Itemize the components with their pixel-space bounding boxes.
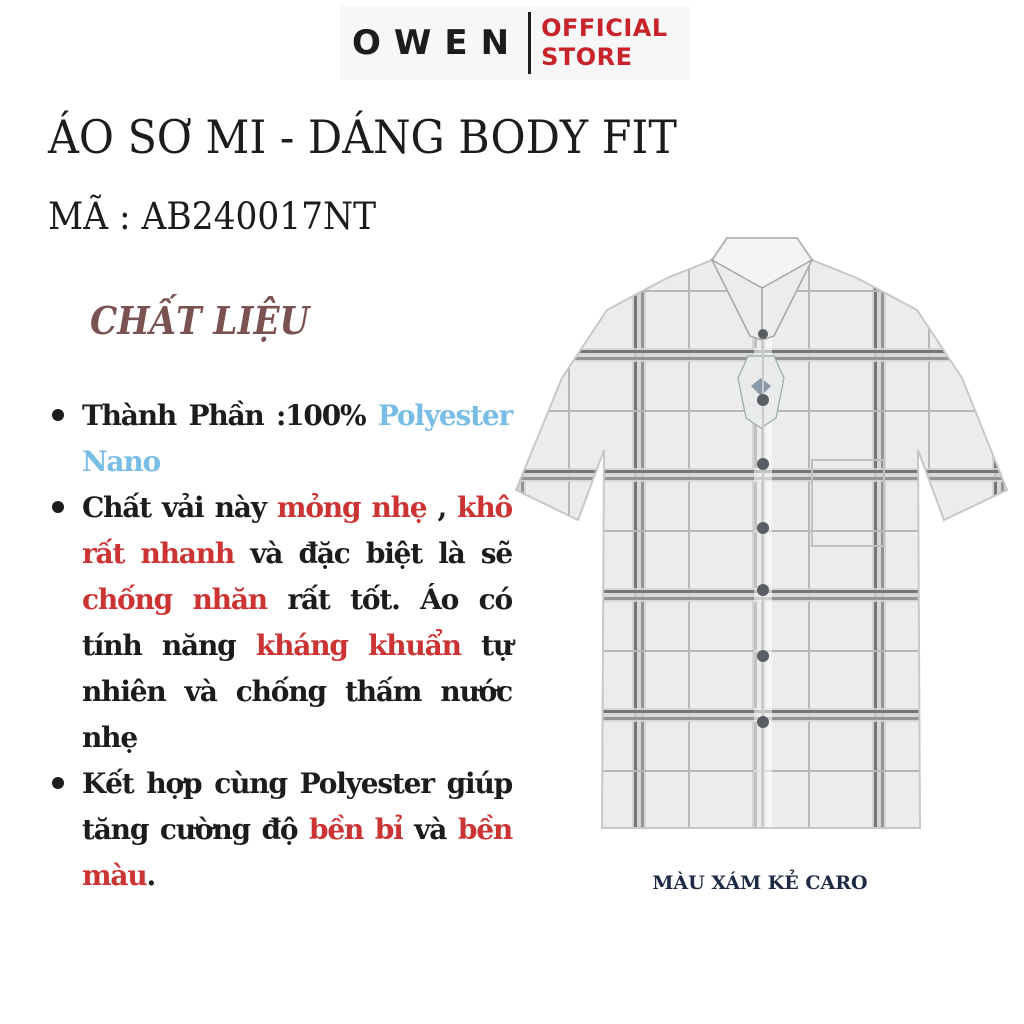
bullet-dot-icon bbox=[52, 777, 64, 789]
official-label: OFFICIAL bbox=[541, 14, 668, 42]
durability-text: và bbox=[402, 813, 458, 846]
store-label: STORE bbox=[541, 43, 633, 71]
brand-logo bbox=[340, 6, 690, 80]
material-bullet-durability bbox=[48, 761, 512, 899]
feature-highlight-quick-dry: khô rất nhanh bbox=[82, 491, 512, 570]
material-bullet-features bbox=[48, 485, 512, 761]
brand-wordmark: OWEN bbox=[352, 23, 523, 63]
logo-divider bbox=[528, 12, 531, 74]
feature-text: , bbox=[426, 491, 458, 524]
color-caption: MÀU XÁM KẺ CARO bbox=[652, 872, 868, 894]
material-bullet-composition bbox=[48, 393, 512, 485]
bullet-dot-icon bbox=[52, 409, 64, 421]
material-list bbox=[48, 393, 512, 899]
official-store-label bbox=[541, 14, 668, 72]
product-code: MÃ : AB240017NT bbox=[48, 195, 377, 238]
feature-highlight-antibacterial: kháng khuẩn bbox=[255, 629, 461, 662]
feature-text: rất tốt. Áo có tính năng bbox=[82, 583, 512, 662]
colorfast-highlight: bền màu bbox=[82, 813, 513, 892]
material-heading: CHẤT LIỆU bbox=[90, 298, 310, 343]
composition-text: Thành Phần :100% bbox=[82, 399, 378, 432]
feature-text: tự nhiên và chống thấm nước nhẹ bbox=[82, 629, 513, 754]
durability-text: . bbox=[146, 859, 156, 892]
bullet-dot-icon bbox=[52, 501, 64, 513]
feature-highlight-wrinkle-free: chống nhăn bbox=[82, 583, 267, 616]
durability-highlight: bền bỉ bbox=[308, 813, 403, 846]
feature-highlight-light: mỏng nhẹ bbox=[276, 491, 427, 524]
durability-text: Kết hợp cùng Polyester giúp tăng cường độ bbox=[82, 767, 512, 846]
feature-text: và đặc biệt là sẽ bbox=[234, 537, 512, 570]
plaid-shirt-image bbox=[512, 228, 1012, 840]
composition-highlight: Polyester Nano bbox=[82, 399, 512, 478]
feature-text: Chất vải này bbox=[82, 491, 277, 524]
product-title: ÁO SƠ MI - DÁNG BODY FIT bbox=[48, 110, 677, 164]
